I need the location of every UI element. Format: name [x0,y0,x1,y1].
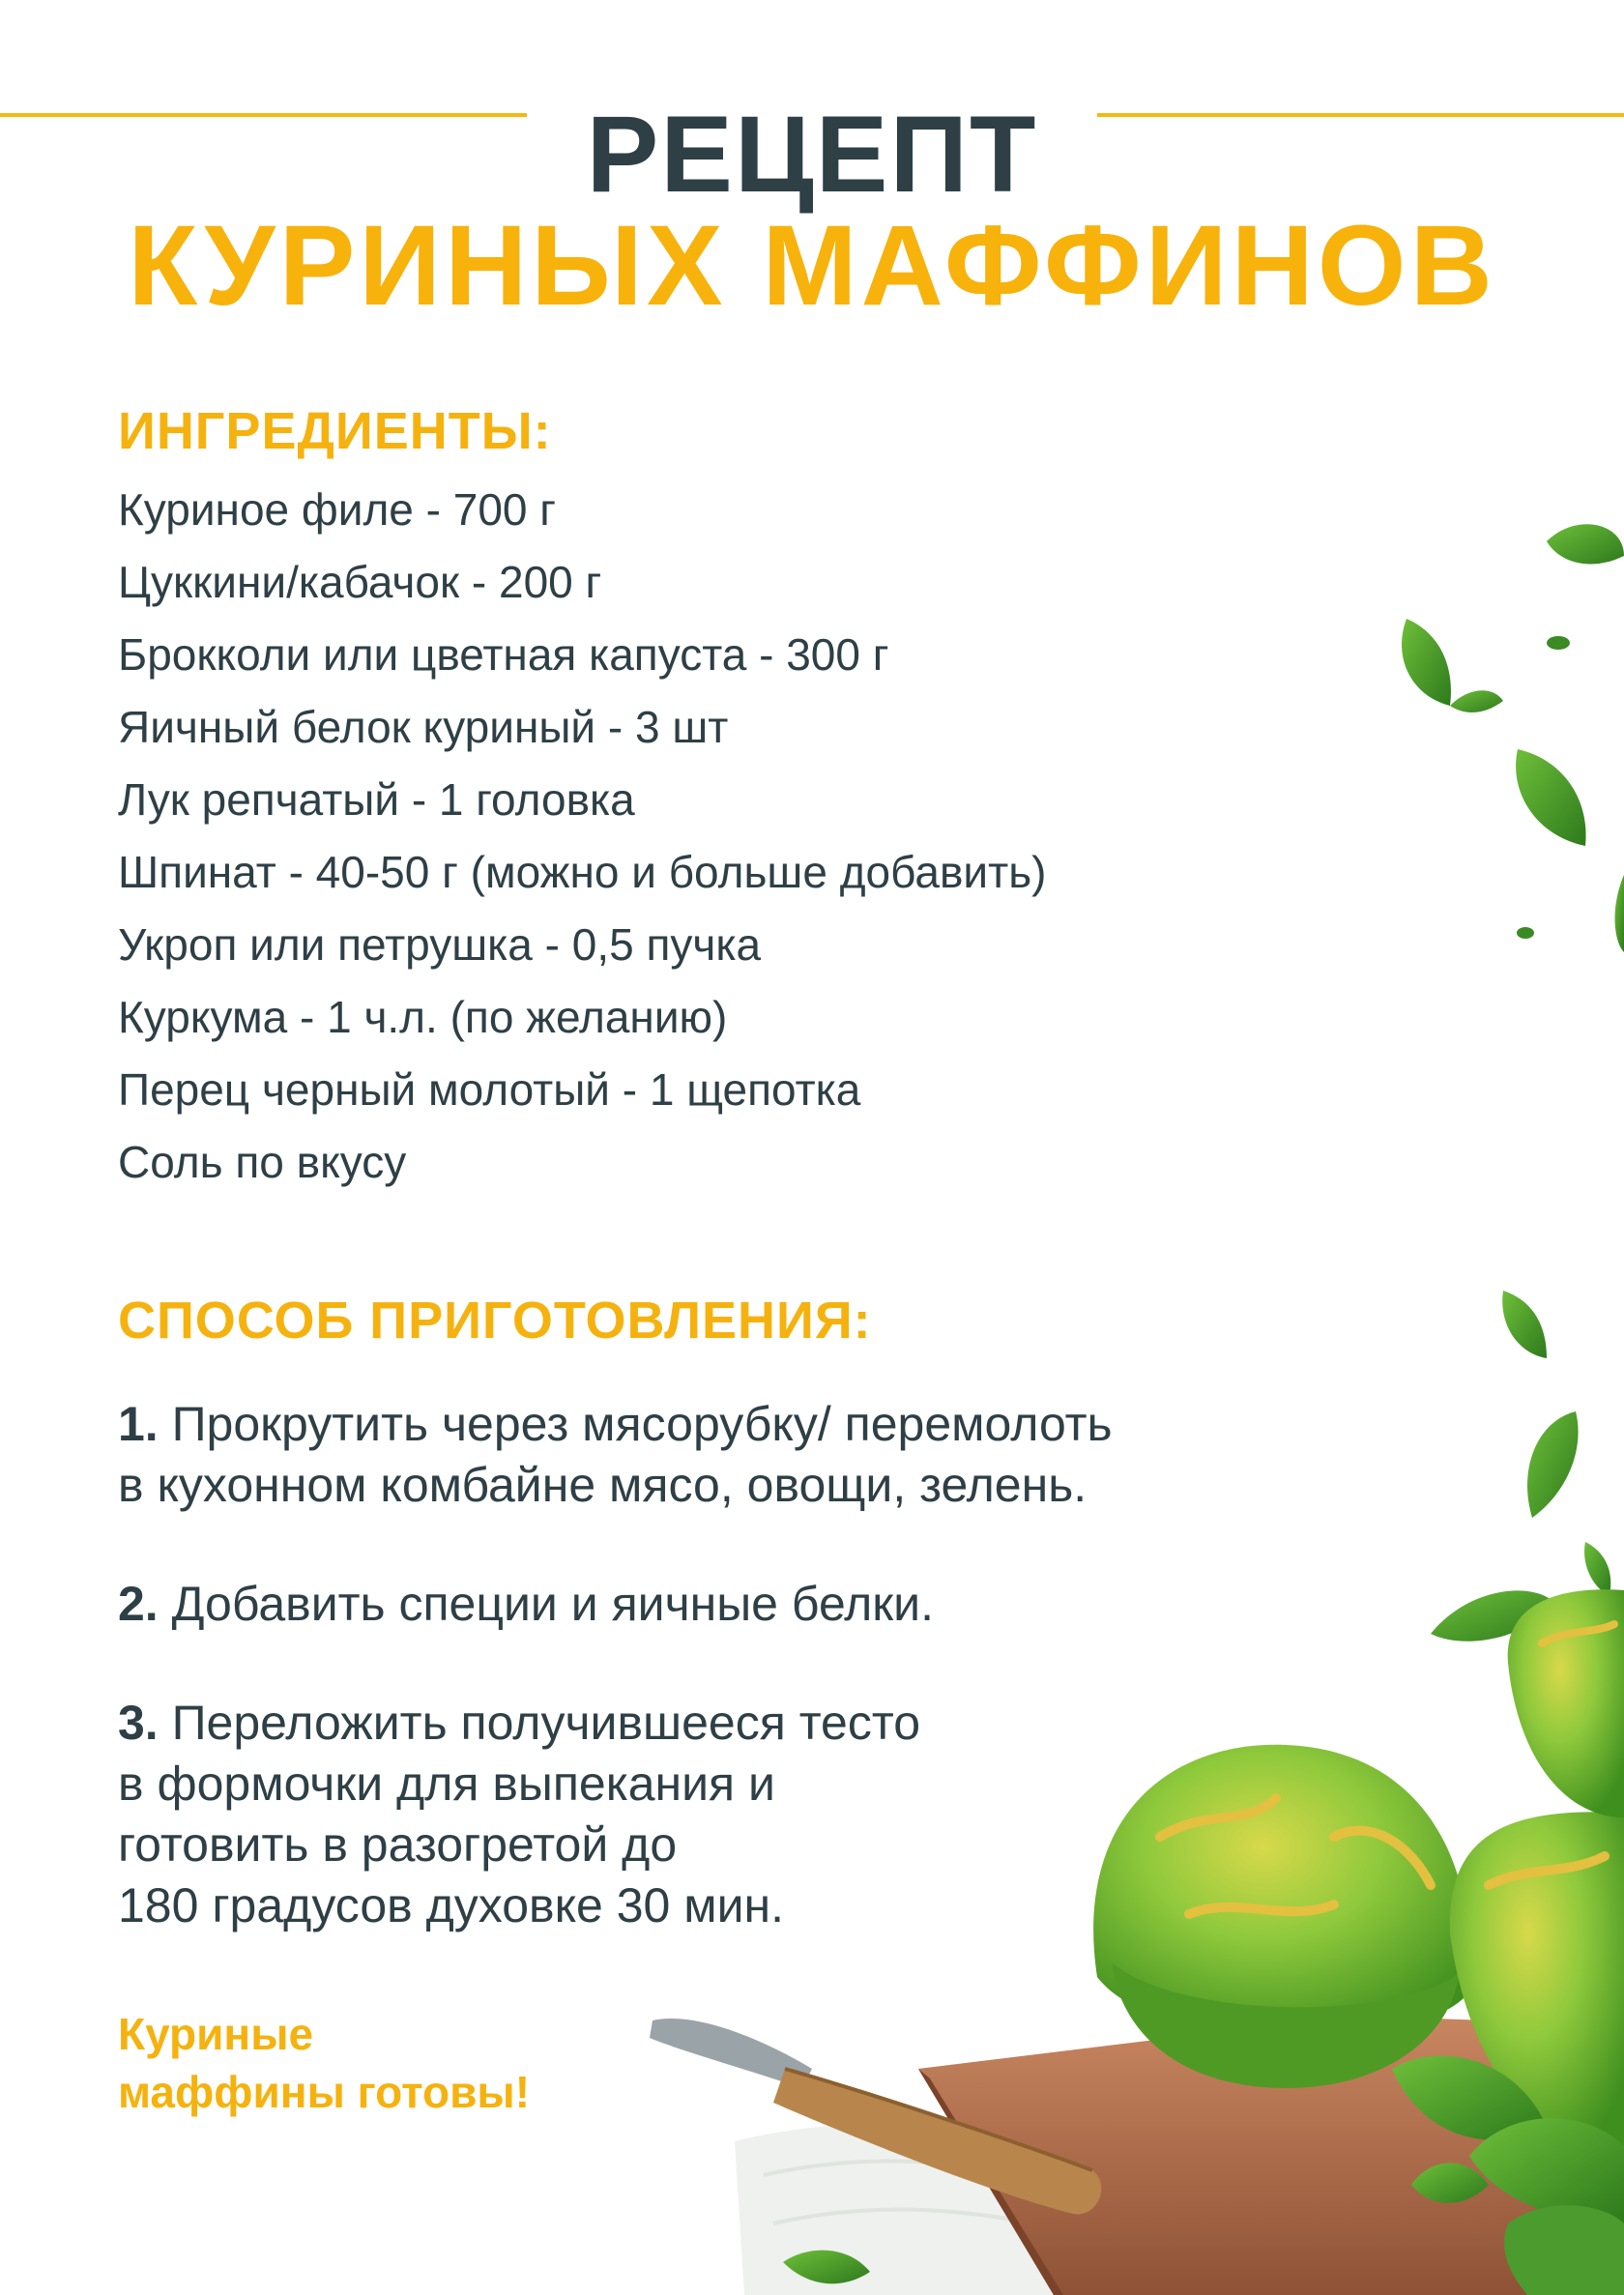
muffin [1508,1589,1624,1817]
cutting-board [918,2016,1624,2295]
step-text: 180 градусов духовке 30 мин. [118,1878,785,1932]
leaf-icon [1547,524,1624,564]
list-item: Лук репчатый - 1 головка [118,774,635,825]
step-1 [118,1394,1355,1516]
step-text: Переложить получившееся тесто [171,1696,920,1750]
leaf-icon [1431,1590,1556,1641]
list-item: Соль по вкусу [118,1137,407,1187]
list-item: Брокколи или цветная капуста - 300 г [118,629,889,680]
leaf-icon [1547,636,1570,650]
step-text: в кухонном комбайне мясо, овощи, зелень. [118,1458,1088,1512]
step-number: 3. [118,1696,159,1750]
step-text: в формочки для выпекания и [118,1757,775,1811]
leaf-icon [1615,875,1624,952]
step-number: 2. [118,1577,159,1631]
closing-text [118,2005,530,2121]
leaf-icon [1516,749,1585,846]
list-item: Куриное филе - 700 г [118,484,557,535]
list-item: Куркума - 1 ч.л. (по желанию) [118,992,728,1042]
muffin [1450,1812,1624,2156]
leaf-icon [1392,2056,1624,2295]
list-item: Шпинат - 40-50 г (можно и больше добавить) [118,847,1047,897]
step-text: готовить в разогретой до [118,1817,678,1872]
leaf-icon [1584,1542,1610,1595]
closing-line-2: маффины готовы! [118,2067,531,2117]
step-3 [118,1693,1355,1936]
ingredients-heading: ИНГРЕДИЕНТЫ: [118,402,552,460]
method-heading: СПОСОБ ПРИГОТОВЛЕНИЯ: [118,1292,872,1350]
step-text: Добавить специи и яичные белки. [171,1577,934,1631]
step-number: 1. [118,1397,159,1451]
ingredients-list [118,474,1375,1199]
list-item: Перец черный молотый - 1 щепотка [118,1064,861,1115]
list-item: Яичный белок куриный - 3 шт [118,702,729,752]
step-text: Прокрутить через мясорубку/ перемолоть [171,1397,1113,1451]
leaf-icon [1402,619,1503,712]
step-2 [118,1574,1355,1635]
title-line-2: КУРИНЫХ МАФФИНОВ [128,202,1496,330]
title-line-1: РЕЦЕПТ [586,94,1038,215]
leaf-icon [1527,1411,1579,1518]
leaf-icon [1517,927,1534,939]
list-item: Укроп или петрушка - 0,5 пучка [118,919,762,970]
closing-line-1: Куриные [118,2009,314,2059]
list-item: Цуккини/кабачок - 200 г [118,557,602,607]
method-steps [118,1394,1355,1994]
leaf-icon [1502,1291,1547,1358]
leaf-icon [783,2251,870,2284]
knife-icon [650,2019,1101,2214]
